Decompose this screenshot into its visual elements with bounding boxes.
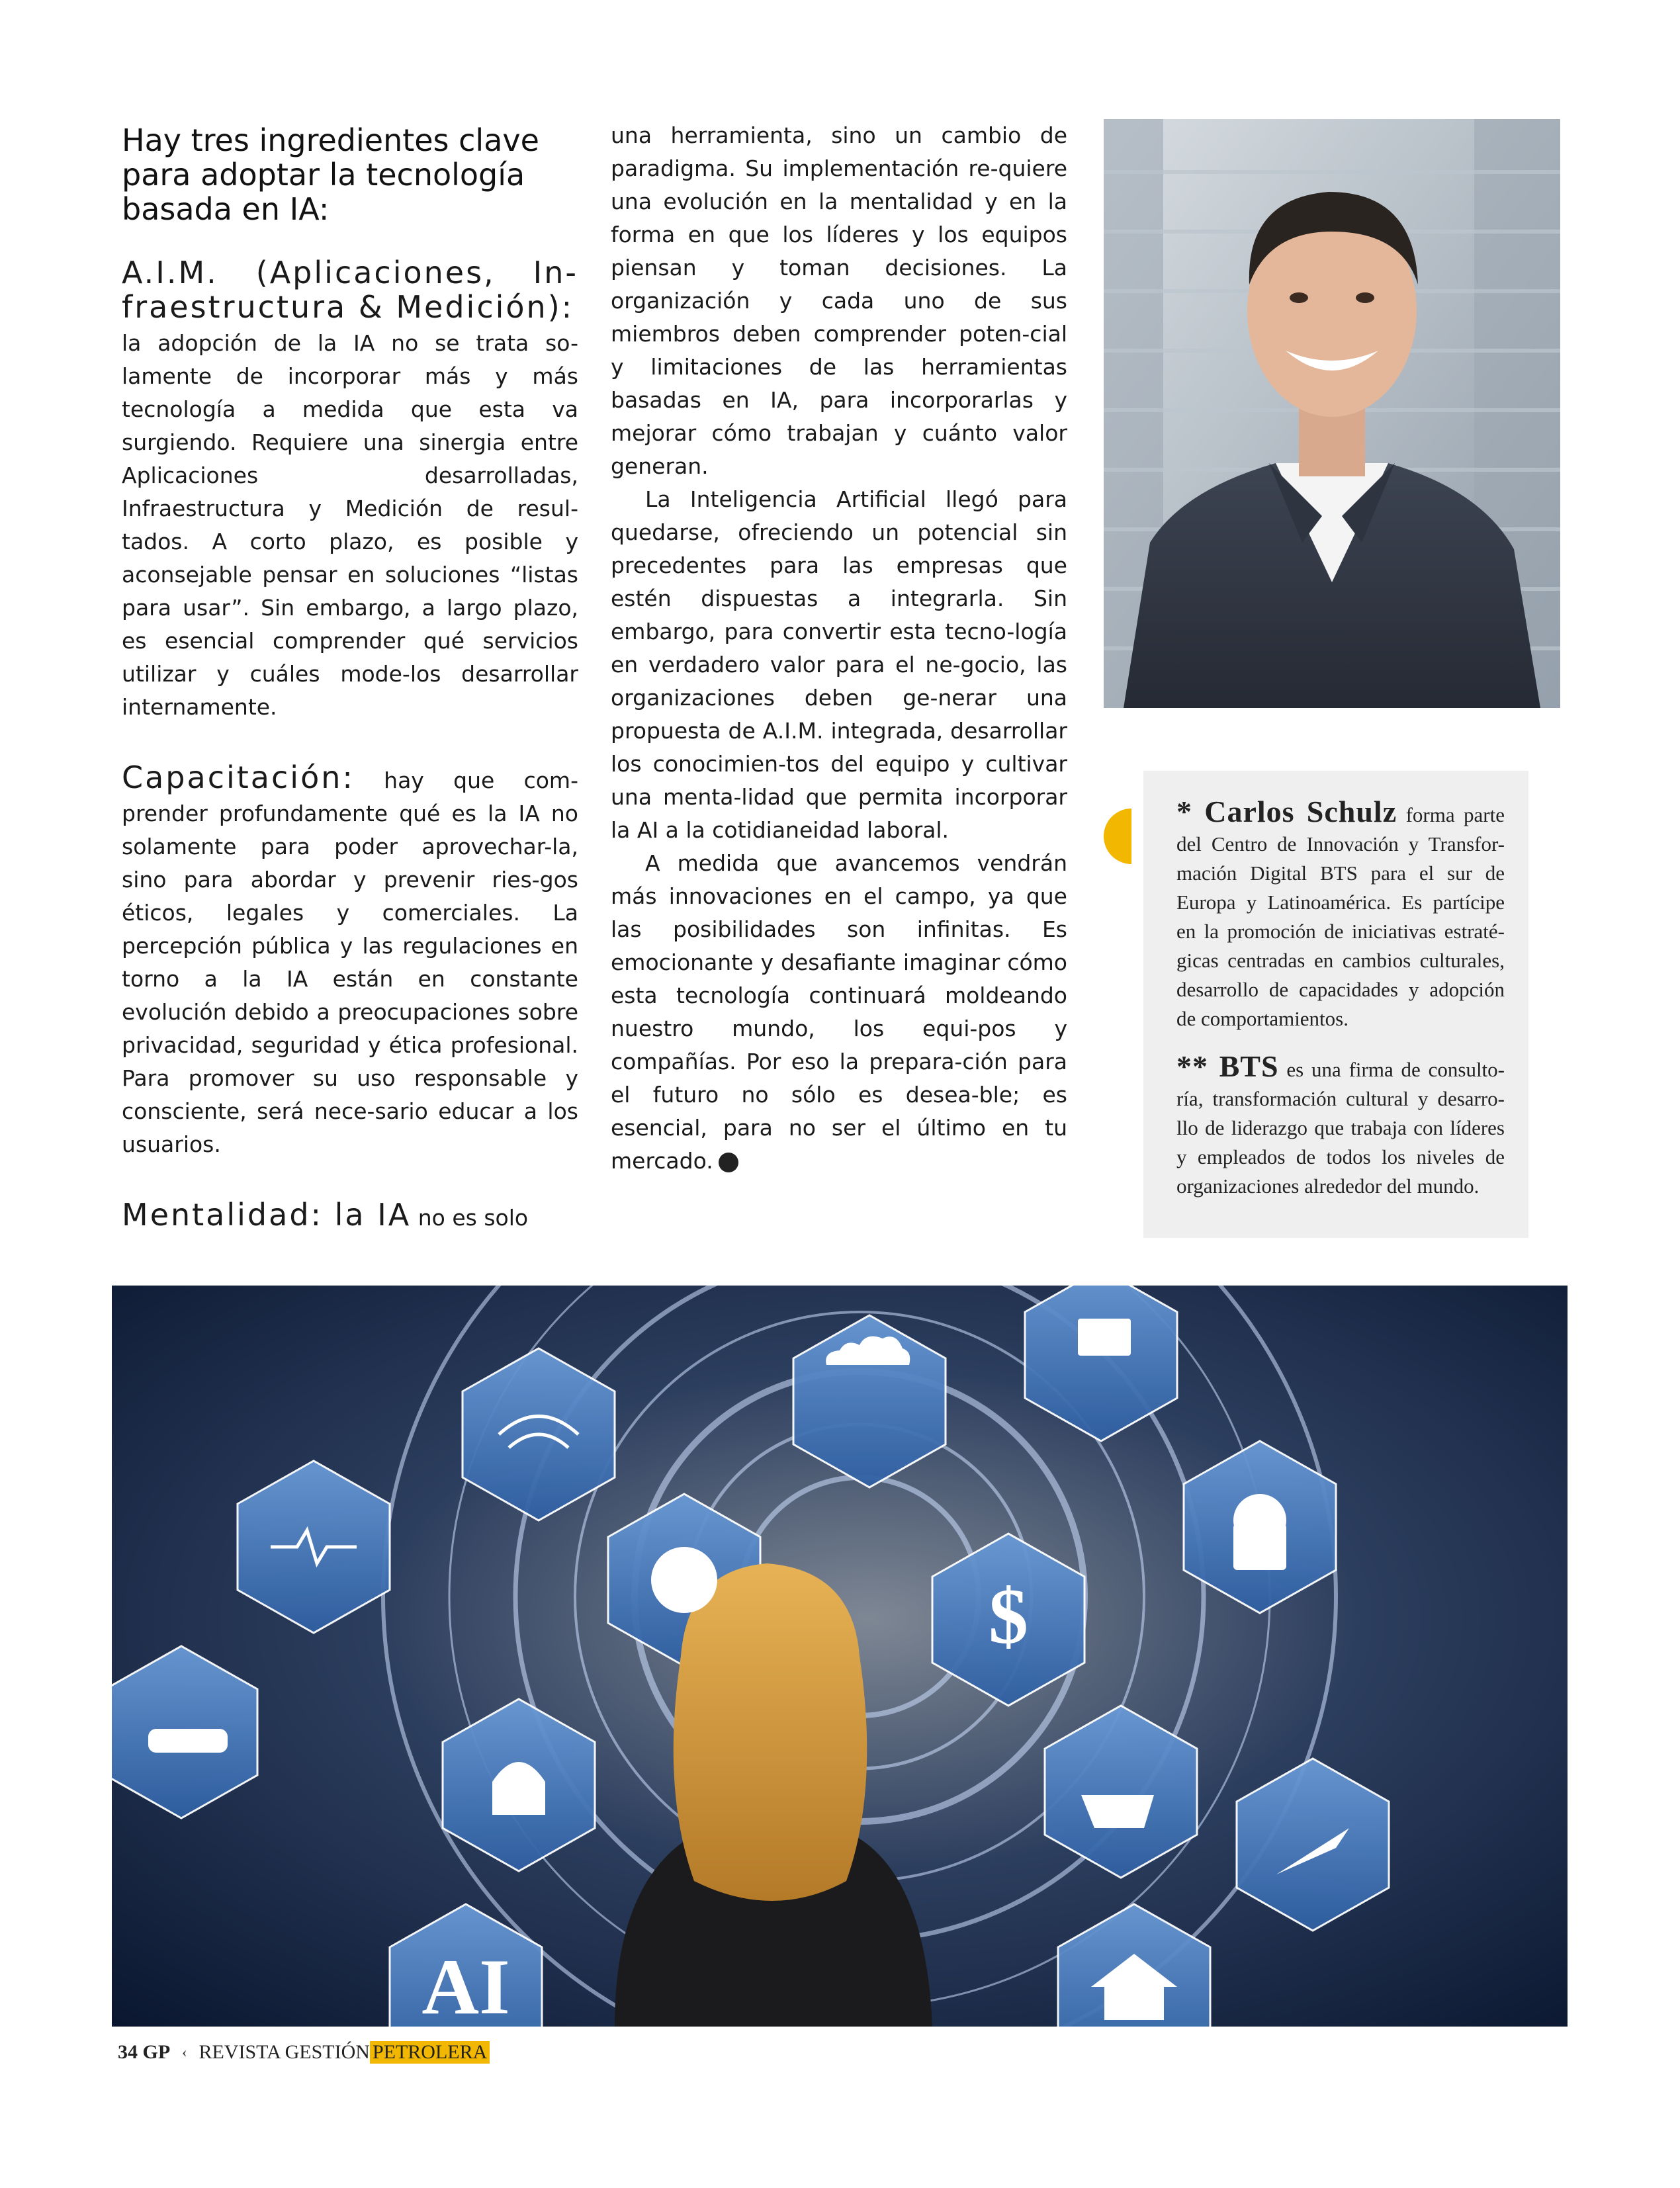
ai-hexagon-illustration bbox=[112, 1286, 1568, 2027]
col2-paragraph-3 bbox=[611, 847, 1067, 1178]
mentalidad-paragraph bbox=[122, 1198, 578, 1235]
bio-author-name: Carlos Schulz bbox=[1204, 795, 1397, 828]
intro-heading: Hay tres ingredientes clave para adoptar la tecnología basada en IA: bbox=[122, 122, 539, 227]
mentalidad-heading: Mentalidad: la IA bbox=[122, 1197, 412, 1233]
magazine-name: REVISTA GESTIÓN bbox=[199, 2041, 370, 2063]
bio-star-2: ** bbox=[1176, 1049, 1219, 1083]
end-mark-icon: GP bbox=[719, 1153, 738, 1172]
magazine-name-highlight: PETROLERA bbox=[370, 2041, 490, 2064]
bio-accent-tab bbox=[1104, 809, 1131, 864]
article-column-1 bbox=[122, 119, 578, 1235]
bio-star-1: * bbox=[1176, 795, 1205, 828]
author-portrait bbox=[1104, 119, 1560, 708]
aim-paragraph bbox=[122, 255, 578, 724]
author-bio-box bbox=[1143, 771, 1528, 1238]
ai-hexagon-graphic bbox=[112, 1286, 1568, 2027]
bio-paragraph-2 bbox=[1176, 1049, 1505, 1201]
bio-org-name: BTS bbox=[1219, 1049, 1279, 1083]
capacitacion-text: hay que com-prender profundamente qué es la IA no solamente para poder aprovechar-la, sino para abordar y prevenir ries-gos éticos, legales y comerciales. La percepción pública y las regulaciones en torno a la IA están en constante evolución debido a preocupaciones sobre privacidad, seguridad y ética profesional. Para promover su uso responsable y consciente, será nece-sario educar a los usuarios. bbox=[122, 767, 578, 1157]
aim-text: la adopción de la IA no se trata so-lamente de incorporar más y más tecnología a medida que esta va surgiendo. Requiere una sinergia entre Aplicaciones desarrolladas, Infraestructura y Medición de resul-tados. A corto plazo, es posible y aconsejable pensar en soluciones “listas para usar”. Sin embargo, a largo plazo, es esencial comprender qué servicios utilizar y cuáles mode-los desarrollar internamente. bbox=[122, 330, 578, 720]
col2-paragraph-3-text: A medida que avancemos vendrán más innovaciones en el campo, ya que las posibilidades son infinitas. Es emocionante y desafiante imaginar cómo esta tecnología continuará moldeando nuestro mundo, los equi-pos y compañías. Por eso la prepara-ción para el futuro no sólo es desea-ble; es esencial, para no ser el último en tu mercado. bbox=[611, 850, 1067, 1174]
bio-paragraph-1 bbox=[1176, 797, 1505, 1033]
article-column-2 bbox=[611, 119, 1067, 1178]
ai-label: AI bbox=[421, 1943, 510, 2027]
aim-heading: A.I.M. (Aplicaciones, In-fraestructura & Medición): bbox=[122, 255, 578, 325]
bio-text-1: forma parte del Centro de Innovación y Transfor-mación Digital BTS para el sur de Europa y Latinoamérica. Es partícipe en la promoción de iniciativas estraté-gicas centradas en cambios culturales, desarrollo de capacidades y adopción de comportamientos. bbox=[1176, 803, 1505, 1030]
footer-separator: ‹ bbox=[182, 2044, 187, 2060]
dollar-icon: $ bbox=[989, 1572, 1028, 1660]
capacitacion-paragraph bbox=[122, 761, 578, 1161]
col2-paragraph-2: La Inteligencia Artificial llegó para quedarse, ofreciendo un potencial sin precedentes para las empresas que estén dispuestas a integrarla. Sin embargo, para convertir esta tecno-logía en verdadero valor para el ne-gocio, las organizaciones deben ge-nerar una propuesta de A.I.M. integrada, desarrollar los conocimien-tos del equipo y cultivar una menta-lidad que permita incorporar la AI a la cotidianeidad laboral. bbox=[611, 486, 1067, 843]
bio-text-2: es una firma de consulto-ría, transformación cultural y desarro-llo de liderazgo que trabaja con líderes y empleados de todos los niveles de organizaciones alrededor del mundo. bbox=[1176, 1058, 1505, 1198]
capacitacion-heading: Capacitación: bbox=[122, 760, 355, 795]
page-number: 34 GP bbox=[118, 2041, 171, 2063]
page-footer bbox=[118, 2039, 490, 2066]
mentalidad-text: no es solo bbox=[411, 1205, 529, 1231]
author-portrait-illustration bbox=[1104, 119, 1560, 708]
col2-paragraph-1: una herramienta, sino un cambio de paradigma. Su implementación re-quiere una evolución en la mentalidad y en la forma en que los líderes y los equipos piensan y toman decisiones. La organización y cada uno de sus miembros deben comprender poten-cial y limitaciones de las herramientas basadas en IA, para incorporarlas y mejorar cómo trabajan y cuánto valor generan. bbox=[611, 122, 1067, 479]
